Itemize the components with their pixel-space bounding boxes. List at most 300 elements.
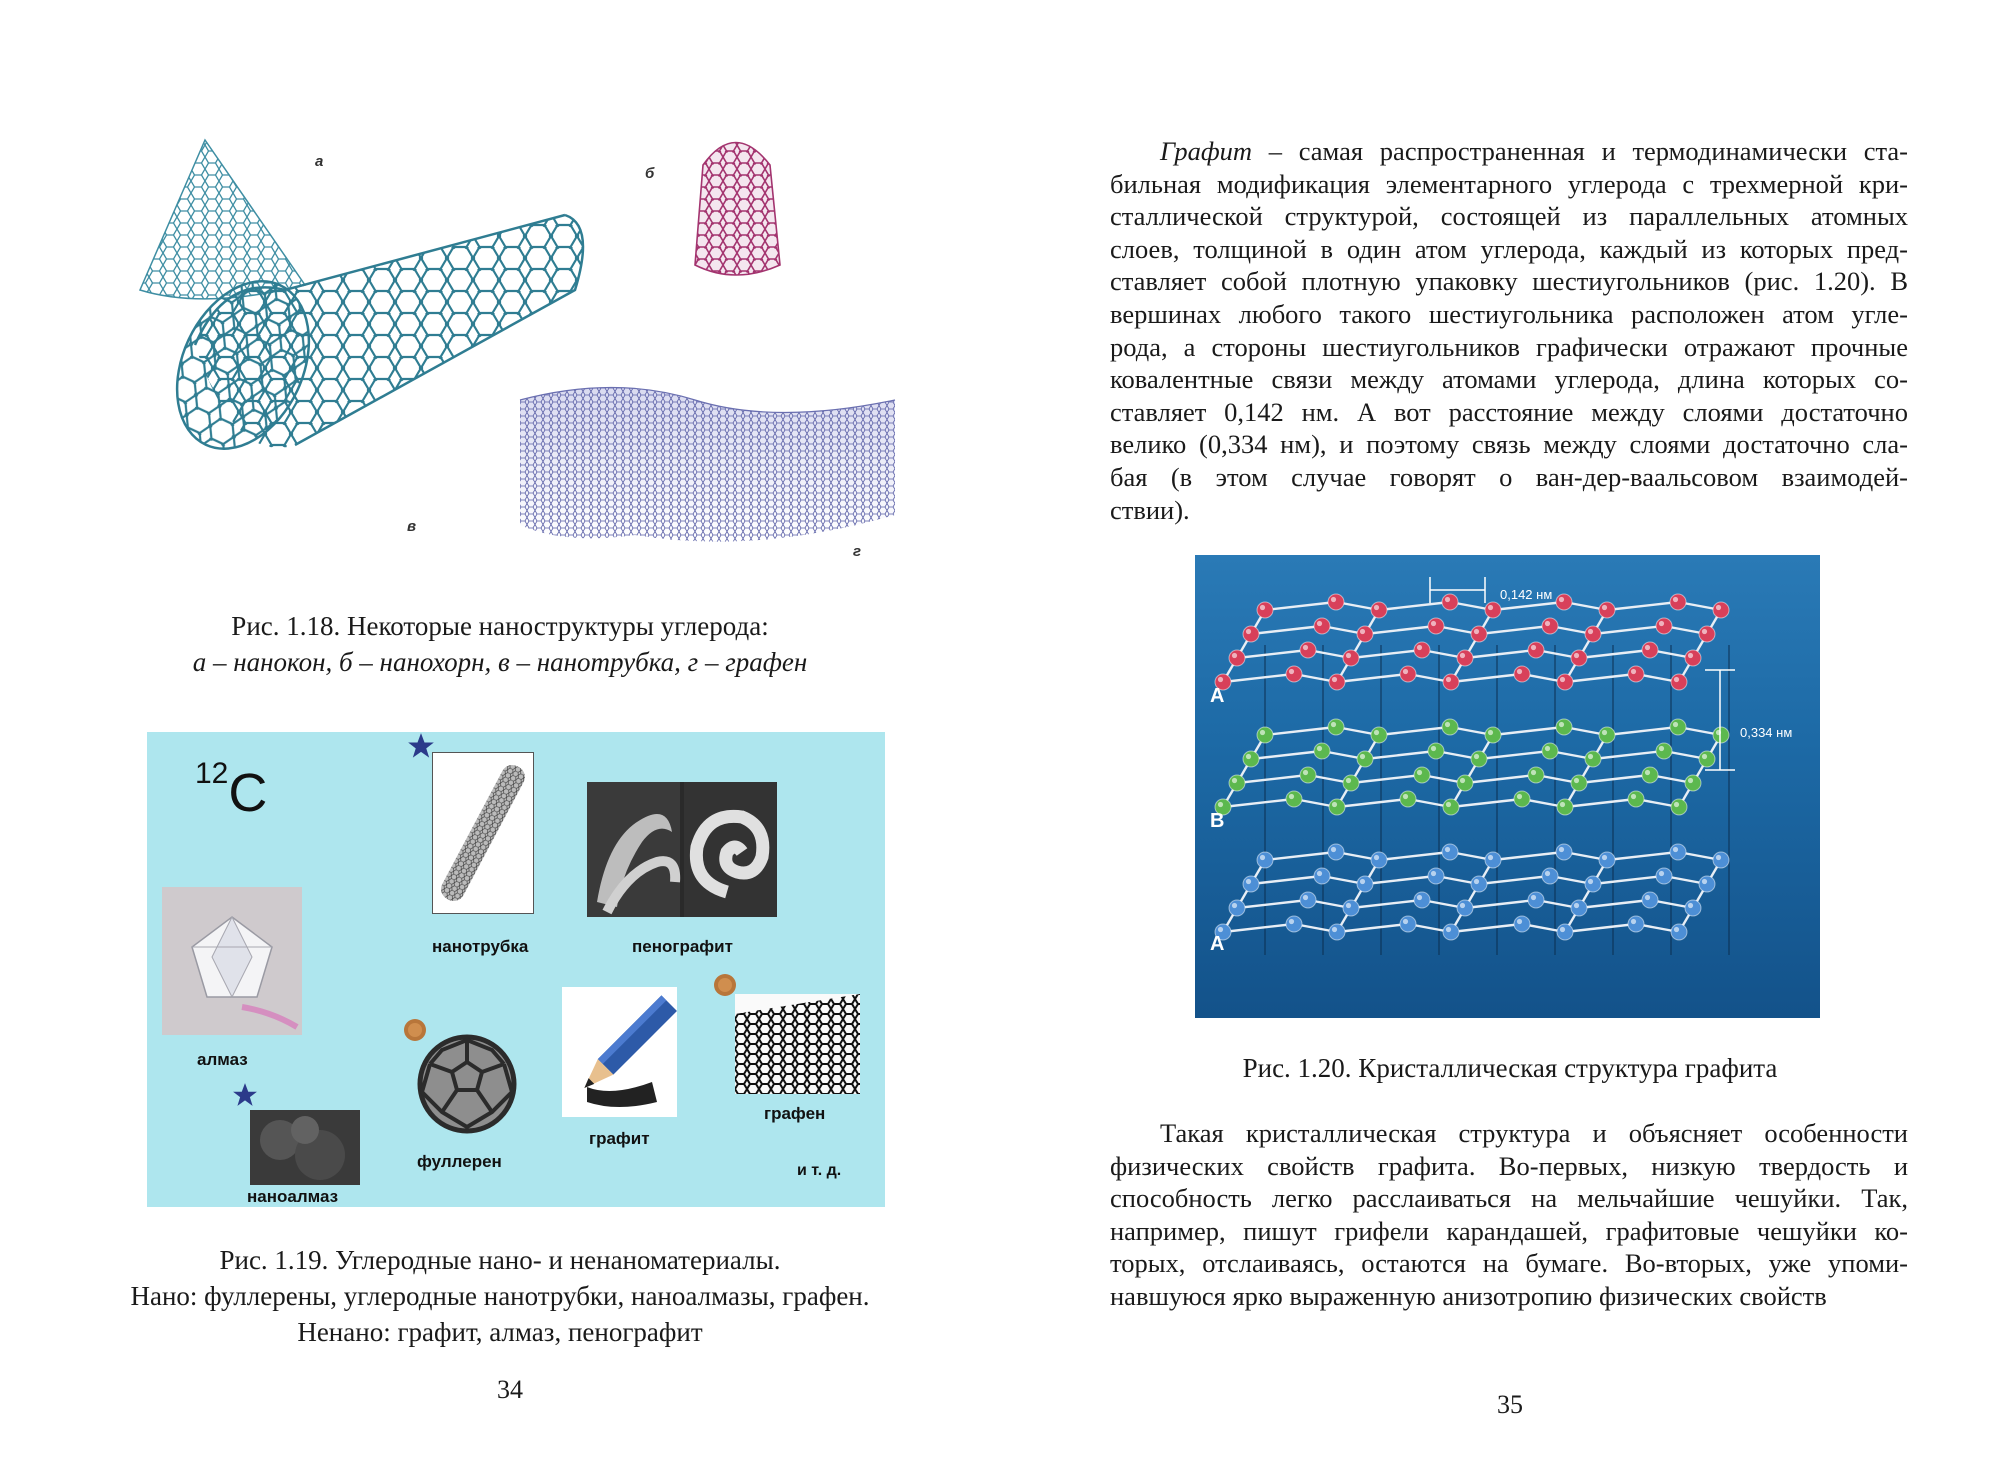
atom-highlight (1460, 653, 1465, 658)
nanotube-tile (432, 752, 534, 914)
atom-red (1371, 602, 1387, 618)
atom-red (1671, 674, 1687, 690)
diamond-label: алмаз (197, 1050, 248, 1069)
atom-highlight (1531, 895, 1536, 900)
nanodiamond-tile (250, 1110, 360, 1185)
atom-highlight (1403, 794, 1408, 799)
atom-highlight (1246, 879, 1251, 884)
bond (1223, 924, 1294, 932)
bond (1365, 876, 1436, 884)
bond (1265, 727, 1336, 735)
bond (1607, 852, 1678, 860)
atom-red (1713, 602, 1729, 618)
atom-highlight (1260, 605, 1265, 610)
isotope-mass: 12 (195, 757, 229, 790)
atom-red (1443, 674, 1459, 690)
fullerene-label: фуллерен (417, 1152, 502, 1171)
atom-highlight (1331, 722, 1336, 727)
star-icon (232, 1082, 258, 1108)
label-g: г (853, 543, 862, 560)
atom-green (1314, 743, 1330, 759)
atom-blue (1685, 900, 1701, 916)
paragraph-graphite-properties (1110, 1117, 1908, 1313)
atom-green (1443, 799, 1459, 815)
atom-highlight (1346, 903, 1351, 908)
bond (1593, 626, 1664, 634)
atom-blue (1443, 924, 1459, 940)
bond (1451, 924, 1522, 932)
bond (1493, 727, 1564, 735)
atom-highlight (1659, 746, 1664, 751)
paragraph-line: способность легко расслаиваться на мельчайшие чешуйки. Так, (1110, 1183, 1908, 1214)
atom-highlight (1702, 754, 1707, 759)
atom-blue (1300, 892, 1316, 908)
atom-highlight (1303, 645, 1308, 650)
atom-highlight (1517, 794, 1522, 799)
atom-red (1528, 642, 1544, 658)
atom-red (1685, 650, 1701, 666)
atom-blue (1428, 868, 1444, 884)
star-icon (407, 732, 435, 760)
atom-green (1571, 775, 1587, 791)
atom-highlight (1545, 871, 1550, 876)
bond (1479, 876, 1550, 884)
atom-highlight (1674, 802, 1679, 807)
paragraph-line: Такая кристаллическая структура и объясняет особенности (1160, 1118, 1908, 1148)
atom-green (1229, 775, 1245, 791)
atom-green (1243, 751, 1259, 767)
atom-blue (1457, 900, 1473, 916)
bond (1451, 674, 1522, 682)
bond (1465, 900, 1536, 908)
atom-red (1485, 602, 1501, 618)
fullerene-image (412, 1032, 522, 1137)
atom-red (1286, 666, 1302, 682)
atom-highlight (1673, 597, 1678, 602)
atom-red (1343, 650, 1359, 666)
atom-blue (1442, 844, 1458, 860)
caption-line-2: а – нанокон, б – нанохорн, в – нанотрубка, г – графен (192, 647, 808, 677)
atom-red (1357, 626, 1373, 642)
graphite-tile (562, 987, 677, 1117)
atom-green (1599, 727, 1615, 743)
atom-highlight (1674, 677, 1679, 682)
nanohorn-shape (695, 143, 780, 276)
atom-green (1642, 767, 1658, 783)
bond (1237, 650, 1308, 658)
atom-highlight (1360, 629, 1365, 634)
bond (1451, 799, 1522, 807)
atom-highlight (1545, 621, 1550, 626)
caption-line-2: Нано: фуллерены, углеродные нанотрубки, наноалмазы, графен. (130, 1281, 870, 1311)
atom-green (1671, 799, 1687, 815)
atom-highlight (1260, 855, 1265, 860)
bond (1493, 602, 1564, 610)
atom-blue (1514, 916, 1530, 932)
atom-highlight (1303, 770, 1308, 775)
atom-blue (1656, 868, 1672, 884)
foam-graphite-image (587, 782, 777, 917)
atom-red (1457, 650, 1473, 666)
bond (1237, 775, 1308, 783)
bond (1579, 650, 1650, 658)
atom-green (1542, 743, 1558, 759)
bond (1379, 602, 1450, 610)
atom-blue (1642, 892, 1658, 908)
bond (1351, 900, 1422, 908)
atom-highlight (1346, 778, 1351, 783)
atom-green (1670, 719, 1686, 735)
diamond-tile (162, 887, 302, 1035)
atom-blue (1699, 876, 1715, 892)
atom-highlight (1588, 879, 1593, 884)
bond (1365, 626, 1436, 634)
atom-highlight (1602, 605, 1607, 610)
paragraph-line: бильная модификация элементарного углерода с трехмерной кри- (1110, 168, 1908, 199)
atom-green (1713, 727, 1729, 743)
atom-highlight (1631, 794, 1636, 799)
atom-highlight (1332, 927, 1337, 932)
atom-green (1656, 743, 1672, 759)
graphene-image (735, 994, 860, 1094)
label-a: а (315, 153, 324, 170)
bond (1493, 852, 1564, 860)
atom-highlight (1574, 903, 1579, 908)
atom-highlight (1574, 778, 1579, 783)
atom-highlight (1417, 770, 1422, 775)
bond (1337, 924, 1408, 932)
atom-highlight (1360, 754, 1365, 759)
atom-highlight (1374, 855, 1379, 860)
atom-red (1257, 602, 1273, 618)
atom-red (1400, 666, 1416, 682)
bond (1565, 924, 1636, 932)
pencil-image (562, 987, 677, 1117)
bond (1607, 727, 1678, 735)
atom-red (1642, 642, 1658, 658)
atom-green (1371, 727, 1387, 743)
graphene-sheet-shape (520, 388, 895, 542)
atom-highlight (1289, 669, 1294, 674)
paragraph-graphite-structure (1110, 135, 1908, 526)
atom-blue (1628, 916, 1644, 932)
atom-highlight (1317, 871, 1322, 876)
atom-red (1428, 618, 1444, 634)
atom-highlight (1346, 653, 1351, 658)
atom-highlight (1431, 621, 1436, 626)
atom-highlight (1218, 677, 1223, 682)
bond (1607, 602, 1678, 610)
atom-red (1670, 594, 1686, 610)
atom-highlight (1218, 802, 1223, 807)
paragraph-line: ствии). (1110, 494, 1190, 525)
atom-highlight (1246, 754, 1251, 759)
atom-blue (1243, 876, 1259, 892)
paragraph-line: например, пишут грифели карандашей, графитовые чешуйки ко- (1110, 1215, 1908, 1246)
atom-green (1457, 775, 1473, 791)
atom-highlight (1445, 722, 1450, 727)
atom-highlight (1446, 802, 1451, 807)
atom-blue (1670, 844, 1686, 860)
atom-highlight (1645, 770, 1650, 775)
atom-green (1528, 767, 1544, 783)
atom-highlight (1445, 847, 1450, 852)
atom-highlight (1331, 597, 1336, 602)
atom-green (1485, 727, 1501, 743)
atom-blue (1713, 852, 1729, 868)
caption-line-1: Рис. 1.19. Углеродные нано- и ненаноматериалы. (219, 1245, 781, 1275)
atom-green (1300, 767, 1316, 783)
atom-highlight (1232, 653, 1237, 658)
atom-red (1514, 666, 1530, 682)
atom-highlight (1559, 847, 1564, 852)
atom-highlight (1332, 677, 1337, 682)
nanotube-image (433, 753, 533, 913)
atom-green (1557, 799, 1573, 815)
atom-highlight (1588, 629, 1593, 634)
atom-red (1571, 650, 1587, 666)
bond (1465, 650, 1536, 658)
atom-red (1329, 674, 1345, 690)
atom-green (1628, 791, 1644, 807)
atom-highlight (1588, 754, 1593, 759)
atom-blue (1286, 916, 1302, 932)
atom-highlight (1631, 669, 1636, 674)
atom-blue (1400, 916, 1416, 932)
nanodiamond-label: наноалмаз (247, 1187, 339, 1206)
atom-green (1428, 743, 1444, 759)
atom-blue (1542, 868, 1558, 884)
paragraph-line: рода, а стороны шестиугольников графически отражают прочные (1110, 331, 1908, 362)
atom-highlight (1688, 903, 1693, 908)
atom-green (1400, 791, 1416, 807)
paragraph-line: ковалентные связи между атомами углерода, длина которых со- (1110, 364, 1908, 395)
atom-highlight (1474, 629, 1479, 634)
atom-highlight (1474, 879, 1479, 884)
atom-highlight (1673, 722, 1678, 727)
atom-green (1685, 775, 1701, 791)
atom-red (1229, 650, 1245, 666)
atom-blue (1414, 892, 1430, 908)
paragraph-line: Графит – самая распространенная и термодинамически ста- (1160, 136, 1908, 166)
atom-red (1599, 602, 1615, 618)
atom-highlight (1331, 847, 1336, 852)
paragraph-line: торых, отслаиваясь, остаются на бумаге. Во-вторых, уже упоми- (1110, 1248, 1908, 1279)
atom-green (1286, 791, 1302, 807)
bond (1351, 775, 1422, 783)
atom-highlight (1702, 879, 1707, 884)
atom-highlight (1560, 802, 1565, 807)
layer-label-a-top: A (1210, 685, 1225, 707)
atom-highlight (1417, 645, 1422, 650)
figure-1-19 (147, 732, 885, 1207)
isotope-label (195, 757, 267, 824)
bond (1465, 775, 1536, 783)
atom-blue (1528, 892, 1544, 908)
paragraph-line: навшуюся ярко выраженную анизотропию физических свойств (1110, 1280, 1827, 1311)
paragraph-line: сталлической структурой, состоящей из параллельных атомных (1110, 201, 1908, 232)
graphene-label: графен (764, 1104, 826, 1123)
atom-highlight (1602, 855, 1607, 860)
atom-red (1314, 618, 1330, 634)
bond (1365, 751, 1436, 759)
isotope-symbol: C (228, 763, 268, 823)
paragraph-line: физических свойств графита. Во-первых, низкую твердость и (1110, 1150, 1908, 1181)
atom-highlight (1218, 927, 1223, 932)
atom-highlight (1232, 778, 1237, 783)
atom-red (1628, 666, 1644, 682)
paragraph-line: бая (в этом случае говорят о ван-дер-ваальсовом взаимодей- (1110, 461, 1908, 492)
atom-red (1699, 626, 1715, 642)
atom-blue (1257, 852, 1273, 868)
etc-label: и т. д. (797, 1162, 842, 1179)
diamond-image (162, 887, 302, 1035)
atom-highlight (1574, 653, 1579, 658)
paragraph-line: вершинах любого такого шестиугольника расположен атом угле- (1110, 298, 1908, 329)
atom-blue (1329, 924, 1345, 940)
bond (1579, 900, 1650, 908)
graphite-lattice-illustration (1195, 555, 1820, 1018)
bond (1565, 674, 1636, 682)
atom-highlight (1559, 722, 1564, 727)
atom-highlight (1445, 597, 1450, 602)
bond (1579, 775, 1650, 783)
label-v: в (407, 518, 417, 535)
paragraph-line: слоев, толщиной в один атом углерода, каждый из которых пред- (1110, 233, 1908, 264)
atom-highlight (1659, 621, 1664, 626)
atom-highlight (1560, 927, 1565, 932)
atom-highlight (1488, 605, 1493, 610)
atom-green (1556, 719, 1572, 735)
graphene-tile (735, 994, 860, 1094)
page-right (1000, 0, 2000, 1465)
atom-highlight (1688, 778, 1693, 783)
atom-blue (1585, 876, 1601, 892)
atom-highlight (1531, 770, 1536, 775)
figure-1-18 (135, 115, 905, 575)
atom-blue (1671, 924, 1687, 940)
bond (1265, 852, 1336, 860)
atom-highlight (1303, 895, 1308, 900)
atom-highlight (1517, 919, 1522, 924)
bond (1565, 799, 1636, 807)
atom-blue (1599, 852, 1615, 868)
page-number: 34 (497, 1375, 523, 1404)
atom-highlight (1403, 919, 1408, 924)
atom-highlight (1474, 754, 1479, 759)
atom-green (1329, 799, 1345, 815)
nanocone-shape (140, 140, 305, 299)
atom-green (1471, 751, 1487, 767)
atom-red (1585, 626, 1601, 642)
bond (1223, 674, 1294, 682)
atom-highlight (1531, 645, 1536, 650)
bond (1237, 900, 1308, 908)
atom-highlight (1332, 802, 1337, 807)
atom-highlight (1374, 730, 1379, 735)
atom-highlight (1289, 919, 1294, 924)
foam-graphite-tile (587, 782, 777, 917)
atom-red (1656, 618, 1672, 634)
atom-highlight (1460, 903, 1465, 908)
atom-red (1328, 594, 1344, 610)
atom-highlight (1374, 605, 1379, 610)
atom-highlight (1246, 629, 1251, 634)
atom-green (1357, 751, 1373, 767)
bond (1351, 650, 1422, 658)
bond (1593, 751, 1664, 759)
atom-green (1343, 775, 1359, 791)
atom-highlight (1659, 871, 1664, 876)
atom-highlight (1716, 855, 1721, 860)
atom-highlight (1317, 621, 1322, 626)
atom-blue (1314, 868, 1330, 884)
label-b: б (645, 165, 655, 182)
atom-highlight (1431, 746, 1436, 751)
bond (1337, 799, 1408, 807)
atom-blue (1357, 876, 1373, 892)
page-number: 35 (1497, 1390, 1523, 1419)
atom-green (1585, 751, 1601, 767)
atom-green (1328, 719, 1344, 735)
foam-graphite-label: пенографит (632, 937, 733, 956)
atom-highlight (1602, 730, 1607, 735)
atom-blue (1571, 900, 1587, 916)
atom-highlight (1517, 669, 1522, 674)
atom-green (1699, 751, 1715, 767)
bond (1223, 799, 1294, 807)
atom-highlight (1289, 794, 1294, 799)
caption-line-3: Ненано: графит, алмаз, пенографит (297, 1317, 703, 1347)
layer-spacing-label: 0,334 нм (1740, 725, 1793, 740)
atom-red (1542, 618, 1558, 634)
paragraph-line: велико (0,334 нм), и поэтому связь между слоями достаточно сла- (1110, 429, 1908, 460)
caption-line-1: Рис. 1.18. Некоторые наноструктуры углерода: (231, 611, 769, 641)
bond (1479, 751, 1550, 759)
atom-red (1442, 594, 1458, 610)
atom-red (1471, 626, 1487, 642)
atom-highlight (1645, 645, 1650, 650)
atom-highlight (1260, 730, 1265, 735)
atom-highlight (1545, 746, 1550, 751)
atom-highlight (1446, 677, 1451, 682)
atom-blue (1471, 876, 1487, 892)
atom-green (1442, 719, 1458, 735)
bond (1251, 626, 1322, 634)
atom-highlight (1446, 927, 1451, 932)
bond (1251, 751, 1322, 759)
bond (1593, 876, 1664, 884)
atom-highlight (1645, 895, 1650, 900)
figure-1-19-caption (100, 1242, 900, 1350)
bond (1337, 674, 1408, 682)
atom-blue (1343, 900, 1359, 916)
atom-highlight (1716, 605, 1721, 610)
atom-highlight (1417, 895, 1422, 900)
bond (1265, 602, 1336, 610)
layer-label-a-bottom: A (1210, 933, 1225, 955)
atom-red (1557, 674, 1573, 690)
atom-highlight (1360, 879, 1365, 884)
atom-highlight (1317, 746, 1322, 751)
atom-highlight (1688, 653, 1693, 658)
figure-1-18-caption (100, 608, 900, 680)
atom-highlight (1674, 927, 1679, 932)
atom-highlight (1560, 677, 1565, 682)
atom-red (1243, 626, 1259, 642)
atom-blue (1557, 924, 1573, 940)
atom-blue (1328, 844, 1344, 860)
